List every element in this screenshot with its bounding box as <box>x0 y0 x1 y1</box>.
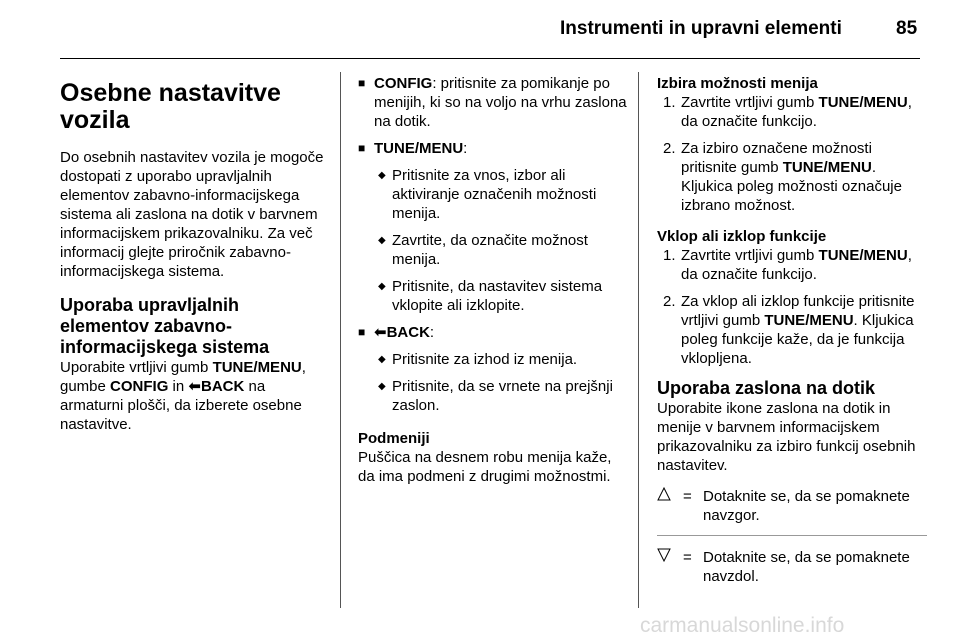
diamond-bullet-icon: ◆ <box>378 381 386 392</box>
tune-menu-label: TUNE/MENU <box>764 312 854 329</box>
text: : <box>463 140 468 157</box>
back-text: BACK <box>386 324 430 341</box>
tune-menu-label: TUNE/MENU <box>818 247 908 264</box>
triangle-up-icon <box>657 487 671 506</box>
back-label <box>374 324 430 341</box>
text: Pritisnite za izhod iz menija. <box>392 351 578 368</box>
text: Zavrtite vrtljivi gumb <box>681 94 819 111</box>
scroll-down-row <box>657 548 927 586</box>
sub-list-item <box>358 166 630 223</box>
column-3 <box>657 74 927 586</box>
text: Pritisnite, da se vrnete na prejšnji zaslon. <box>392 378 613 414</box>
item-number: 1. <box>663 247 676 264</box>
touch-heading: Uporaba zaslona na dotik <box>657 378 876 398</box>
config-label: CONFIG <box>110 378 169 395</box>
watermark: carmanualsonline.info <box>640 614 845 637</box>
text: Uporabite vrtljivi gumb <box>60 359 213 376</box>
text: , da označite funkcijo. <box>681 247 912 283</box>
list-item <box>358 323 630 342</box>
text: Pritisnite za vnos, izbor ali aktiviranje označenih možnosti menija. <box>392 167 597 222</box>
text: . Kljukica poleg funkcije kaže, da je funkcija vklopljena. <box>681 312 914 367</box>
section-heading: Osebne nastavitve vozila <box>60 79 281 134</box>
diamond-bullet-icon: ◆ <box>378 354 386 365</box>
numbered-item <box>657 292 927 368</box>
text: , da označite funkcijo. <box>681 94 912 130</box>
tune-menu-label: TUNE/MENU <box>782 159 872 176</box>
text: , gumbe <box>60 359 306 395</box>
text: . Kljukica poleg možnosti označuje izbrano možnost. <box>681 159 902 214</box>
scroll-up-row <box>657 487 927 525</box>
submenu-paragraph: Puščica na desnem robu menija kaže, da ima podmeni z drugimi možnostmi. <box>358 449 612 485</box>
item-number: 2. <box>663 293 676 310</box>
equals-sign: = <box>683 549 692 566</box>
item-number: 1. <box>663 94 676 111</box>
column-1 <box>60 74 330 444</box>
diamond-bullet-icon: ◆ <box>378 170 386 181</box>
touch-paragraph: Uporabite ikone zaslona na dotik in menije v barvnem informacijskem prikazovalniku za izbiro funkcij osebnih nastavitev. <box>657 400 916 474</box>
column-2 <box>358 74 630 496</box>
diamond-bullet-icon: ◆ <box>378 235 386 246</box>
sub-list-item <box>358 277 630 315</box>
intro-paragraph: Do osebnih nastavitev vozila je mogoče dostopati z uporabo upravljalnih elementov zabavno-informacijskega sistema ali zaslona na dotik v barvnem informacijskem prikazovalniku. Za več informacij glejte priročnik zabavno-informacijskega sistema. <box>60 149 324 280</box>
arrow-left-icon: ⬅ <box>374 324 387 341</box>
square-bullet-icon: ■ <box>358 141 366 155</box>
numbered-item <box>657 93 927 131</box>
arrow-left-icon: ⬅ <box>188 378 201 395</box>
square-bullet-icon: ■ <box>358 325 366 339</box>
config-label: CONFIG <box>374 75 433 92</box>
sub-list-item <box>358 231 630 269</box>
toggle-heading: Vklop ali izklop funkcije <box>657 228 827 245</box>
select-heading: Izbira možnosti menija <box>657 75 818 92</box>
scroll-down-text: Dotaknite se, da se pomaknete navzdol. <box>703 549 910 585</box>
item-number: 2. <box>663 140 676 157</box>
row-separator <box>657 535 927 536</box>
text: na armaturni plošči, da izberete osebne nastavitve. <box>60 378 302 433</box>
sub-list-item <box>358 377 630 415</box>
scroll-up-text: Dotaknite se, da se pomaknete navzgor. <box>703 488 910 524</box>
triangle-down-icon <box>657 548 671 567</box>
page-number: 85 <box>896 18 918 39</box>
text: Zavrtite vrtljivi gumb <box>681 247 819 264</box>
sub-list-item <box>358 350 630 369</box>
tune-menu-label: TUNE/MENU <box>374 140 464 157</box>
diamond-bullet-icon: ◆ <box>378 281 386 292</box>
text: : pritisnite za pomikanje po menijih, ki so na voljo na vrhu zaslona na dotik. <box>374 75 627 130</box>
text: Za vklop ali izklop funkcije pritisnite vrtljivi gumb <box>681 293 915 329</box>
tune-menu-label: TUNE/MENU <box>212 359 302 376</box>
column-divider <box>340 72 341 608</box>
text: in <box>168 378 189 395</box>
back-text: BACK <box>200 378 245 395</box>
list-item <box>358 74 630 131</box>
column-divider <box>638 72 639 608</box>
controls-paragraph <box>60 358 330 434</box>
tune-menu-label: TUNE/MENU <box>818 94 908 111</box>
back-label <box>188 378 244 395</box>
text: : <box>429 324 435 341</box>
text: Zavrtite, da označite možnost menija. <box>392 232 588 268</box>
list-item <box>358 139 630 158</box>
square-bullet-icon: ■ <box>358 76 366 90</box>
numbered-item <box>657 246 927 284</box>
numbered-item <box>657 139 927 215</box>
text: Za izbiro označene možnosti pritisnite gumb <box>681 140 872 176</box>
subsection-heading: Uporaba upravljalnih elementov zabavno-informacijskega sistema <box>60 295 270 357</box>
submenu-heading: Podmeniji <box>358 430 430 447</box>
header-rule <box>60 58 920 59</box>
text: Pritisnite, da nastavitev sistema vklopite ali izklopite. <box>392 278 603 314</box>
equals-sign: = <box>683 488 692 505</box>
page-header-title: Instrumenti in upravni elementi <box>560 18 842 39</box>
